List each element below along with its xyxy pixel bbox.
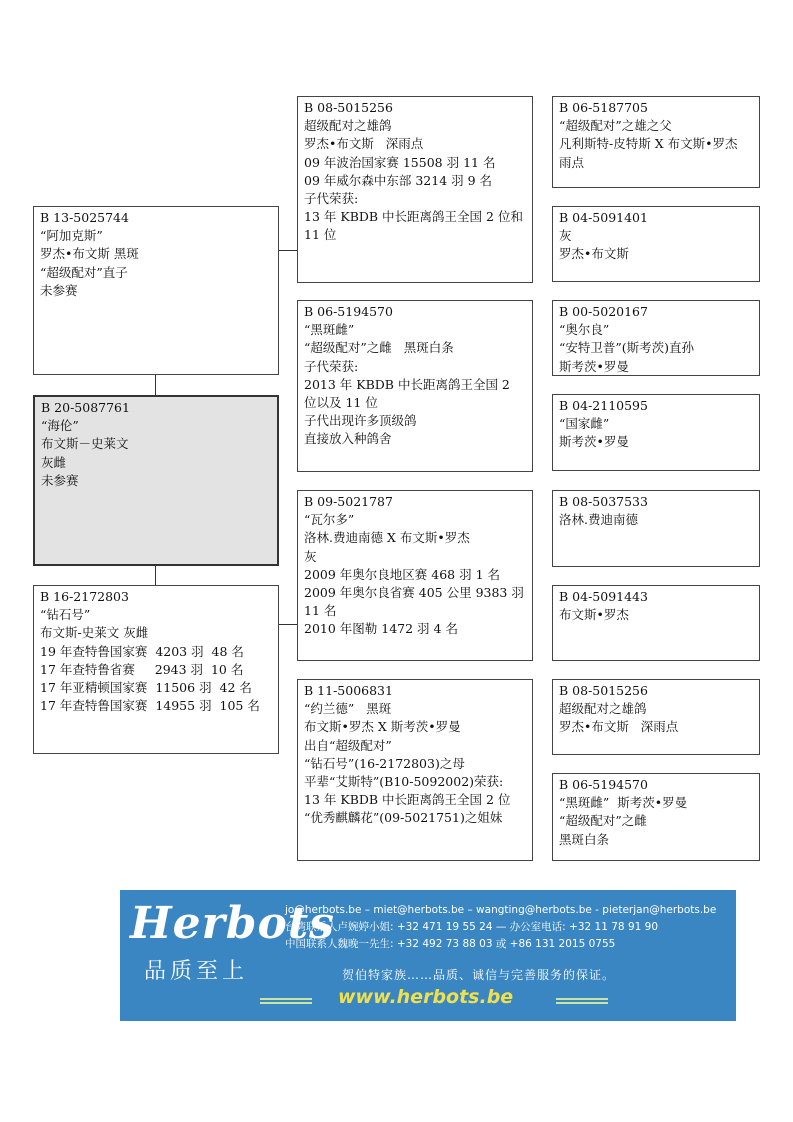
pedigree-line: “海伦” (41, 418, 79, 434)
connector-subject-sire (155, 374, 156, 396)
ring-number: B 08-5015256 (304, 100, 393, 115)
pedigree-line: 灰 (559, 228, 572, 244)
website-link[interactable]: www.herbots.be (338, 986, 514, 1008)
pedigree-line: 罗杰•布文斯 (559, 246, 629, 262)
pedigree-line: 雨点 (559, 154, 585, 170)
contact-emails: jo@herbots.be – miet@herbots.be – wangting@herbots.be - pieterjan@herbots.be (285, 904, 717, 916)
pedigree-line: “阿加克斯” (40, 228, 103, 244)
pedigree-line: “国家雌” (559, 416, 610, 432)
ring-number: B 06-5194570 (559, 777, 648, 792)
pedigree-line: “黑斑雌” 斯考茨•罗曼 (559, 795, 688, 811)
contact-block (285, 902, 735, 953)
pedigree-line: 罗杰•布文斯 深雨点 (304, 136, 424, 152)
pedigree-line: “超级配对”之雌 黑斑白条 (304, 340, 454, 356)
dam-dam-dam-box (552, 773, 760, 861)
decorative-bar-left (260, 998, 312, 1004)
pedigree-line: 灰雌 (41, 454, 67, 470)
pedigree-line: 子代出现许多顶级鸽 (304, 413, 417, 429)
banner-tagline: 品质至上 (144, 959, 249, 984)
pedigree-line: 罗杰•布文斯 深雨点 (559, 719, 679, 735)
decorative-bar-right (556, 998, 608, 1004)
ring-number: B 08-5037533 (559, 494, 648, 509)
pedigree-line: “瓦尔多” (304, 512, 355, 528)
pedigree-line: 黑斑白条 (559, 831, 610, 847)
sire-sire-dam-box (552, 206, 760, 282)
pedigree-line: 罗杰•布文斯 黑斑 (40, 246, 139, 262)
ring-number: B 11-5006831 (304, 683, 393, 698)
pedigree-line: “优秀麒麟花”(09-5021751)之姐妹 (304, 810, 503, 826)
ring-number: B 09-5021787 (304, 494, 393, 509)
dam-dam-box (297, 679, 533, 861)
connector-dam-parents (278, 624, 297, 625)
pedigree-line: 09 年波治国家赛 15508 羽 11 名 (304, 154, 496, 170)
ring-number: B 04-5091401 (559, 210, 648, 225)
sire-dam-box (297, 300, 533, 472)
ring-number: B 04-5091443 (559, 589, 648, 604)
contact-taiwan: 台湾联系人卢婉婷小姐: +32 471 19 55 24 — 办公室电话: +32 11 78 91 90 (285, 921, 659, 933)
sire-dam-dam-box (552, 394, 760, 471)
pedigree-line: “超级配对”直子 (40, 264, 128, 280)
pedigree-line: 子代荣获: (304, 191, 359, 207)
pedigree-line: 2009 年奥尔良地区赛 468 羽 1 名 (304, 566, 500, 582)
sire-box (33, 206, 279, 375)
ring-number: B 16-2172803 (40, 589, 129, 604)
sire-sire-sire-box (552, 96, 760, 188)
pedigree-line: 09 年威尔森中东部 3214 羽 9 名 (304, 172, 493, 188)
banner-slogan: 贺伯特家族……品质、诚信与完善服务的保证。 (342, 968, 616, 982)
pedigree-line: 平辈“艾斯特”(B10-5092002)荣获: (304, 774, 504, 790)
pedigree-line: 洛林.费迪南德 (559, 512, 638, 528)
pedigree-line: 布文斯－史莱文 (41, 436, 129, 452)
ring-number: B 00-5020167 (559, 304, 648, 319)
pedigree-line: 布文斯•罗杰 (559, 607, 629, 623)
pedigree-line: “钻石号”(16-2172803)之母 (304, 755, 465, 771)
pedigree-line: 直接放入种鸽舍 (304, 431, 392, 447)
sire-dam-sire-box (552, 300, 760, 376)
connector-sire-parents (278, 250, 297, 251)
connector-subject-dam (155, 565, 156, 586)
pedigree-line: 超级配对之雄鸽 (559, 701, 647, 717)
pedigree-line: 19 年查特鲁国家赛 4203 羽 48 名 (40, 643, 244, 659)
dam-sire-dam-box (552, 585, 760, 661)
pedigree-line: 子代荣获: (304, 358, 359, 374)
pedigree-line: 洛林.费迪南德 X 布文斯•罗杰 (304, 530, 470, 546)
sire-sire-box (297, 96, 533, 283)
pedigree-line: 17 年查特鲁省赛 2943 羽 10 名 (40, 661, 244, 677)
pedigree-line: 2010 年图勒 1472 羽 4 名 (304, 621, 458, 637)
pedigree-line: “钻石号” (40, 607, 91, 623)
pedigree-line: “超级配对”之雌 (559, 813, 647, 829)
ring-number: B 08-5015256 (559, 683, 648, 698)
ring-number: B 20-5087761 (41, 400, 130, 415)
pedigree-line: 2009 年奥尔良省赛 405 公里 9383 羽 11 名 (304, 585, 528, 619)
ring-number: B 04-2110595 (559, 398, 648, 413)
dam-dam-sire-box (552, 679, 760, 755)
pedigree-line: “超级配对”之雄之父 (559, 118, 672, 134)
pedigree-line: 未参赛 (40, 282, 78, 298)
dam-box (33, 585, 279, 754)
pedigree-line: 未参赛 (41, 472, 79, 488)
pedigree-line: “黑斑雌” (304, 322, 355, 338)
pedigree-line: 斯考茨•罗曼 (559, 358, 629, 374)
pedigree-line: 布文斯•罗杰 X 斯考茨•罗曼 (304, 719, 461, 735)
dam-sire-box (297, 490, 533, 661)
pedigree-line: 13 年 KBDB 中长距离鸽王全国 2 位 (304, 792, 511, 808)
pedigree-line: “约兰德” 黑斑 (304, 701, 392, 717)
ring-number: B 13-5025744 (40, 210, 129, 225)
pedigree-line: 灰 (304, 548, 317, 564)
pedigree-line: “安特卫普”(斯考茨)直孙 (559, 340, 695, 356)
herbots-logo: Herbots (130, 898, 335, 949)
subject-box (33, 395, 279, 566)
ring-number: B 06-5187705 (559, 100, 648, 115)
pedigree-line: 超级配对之雄鸽 (304, 118, 392, 134)
pedigree-line: 13 年 KBDB 中长距离鸽王全国 2 位和 11 位 (304, 209, 527, 243)
pedigree-line: 斯考茨•罗曼 (559, 434, 629, 450)
pedigree-line: 出自“超级配对” (304, 737, 392, 753)
pedigree-line: 17 年亚精顿国家赛 11506 羽 42 名 (40, 680, 252, 696)
dam-sire-sire-box (552, 490, 760, 567)
ring-number: B 06-5194570 (304, 304, 393, 319)
pedigree-line: “奥尔良” (559, 322, 610, 338)
pedigree-line: 布文斯-史莱文 灰雌 (40, 625, 149, 641)
herbots-banner (120, 890, 736, 1021)
pedigree-line: 凡利斯特-皮特斯 X 布文斯•罗杰 (559, 136, 738, 152)
pedigree-line: 17 年查特鲁国家赛 14955 羽 105 名 (40, 698, 260, 714)
pedigree-line: 2013 年 KBDB 中长距离鸽王全国 2 位以及 11 位 (304, 376, 514, 411)
contact-china: 中国联系人魏晚一先生: +32 492 73 88 03 或 +86 131 2015 0755 (285, 938, 616, 950)
